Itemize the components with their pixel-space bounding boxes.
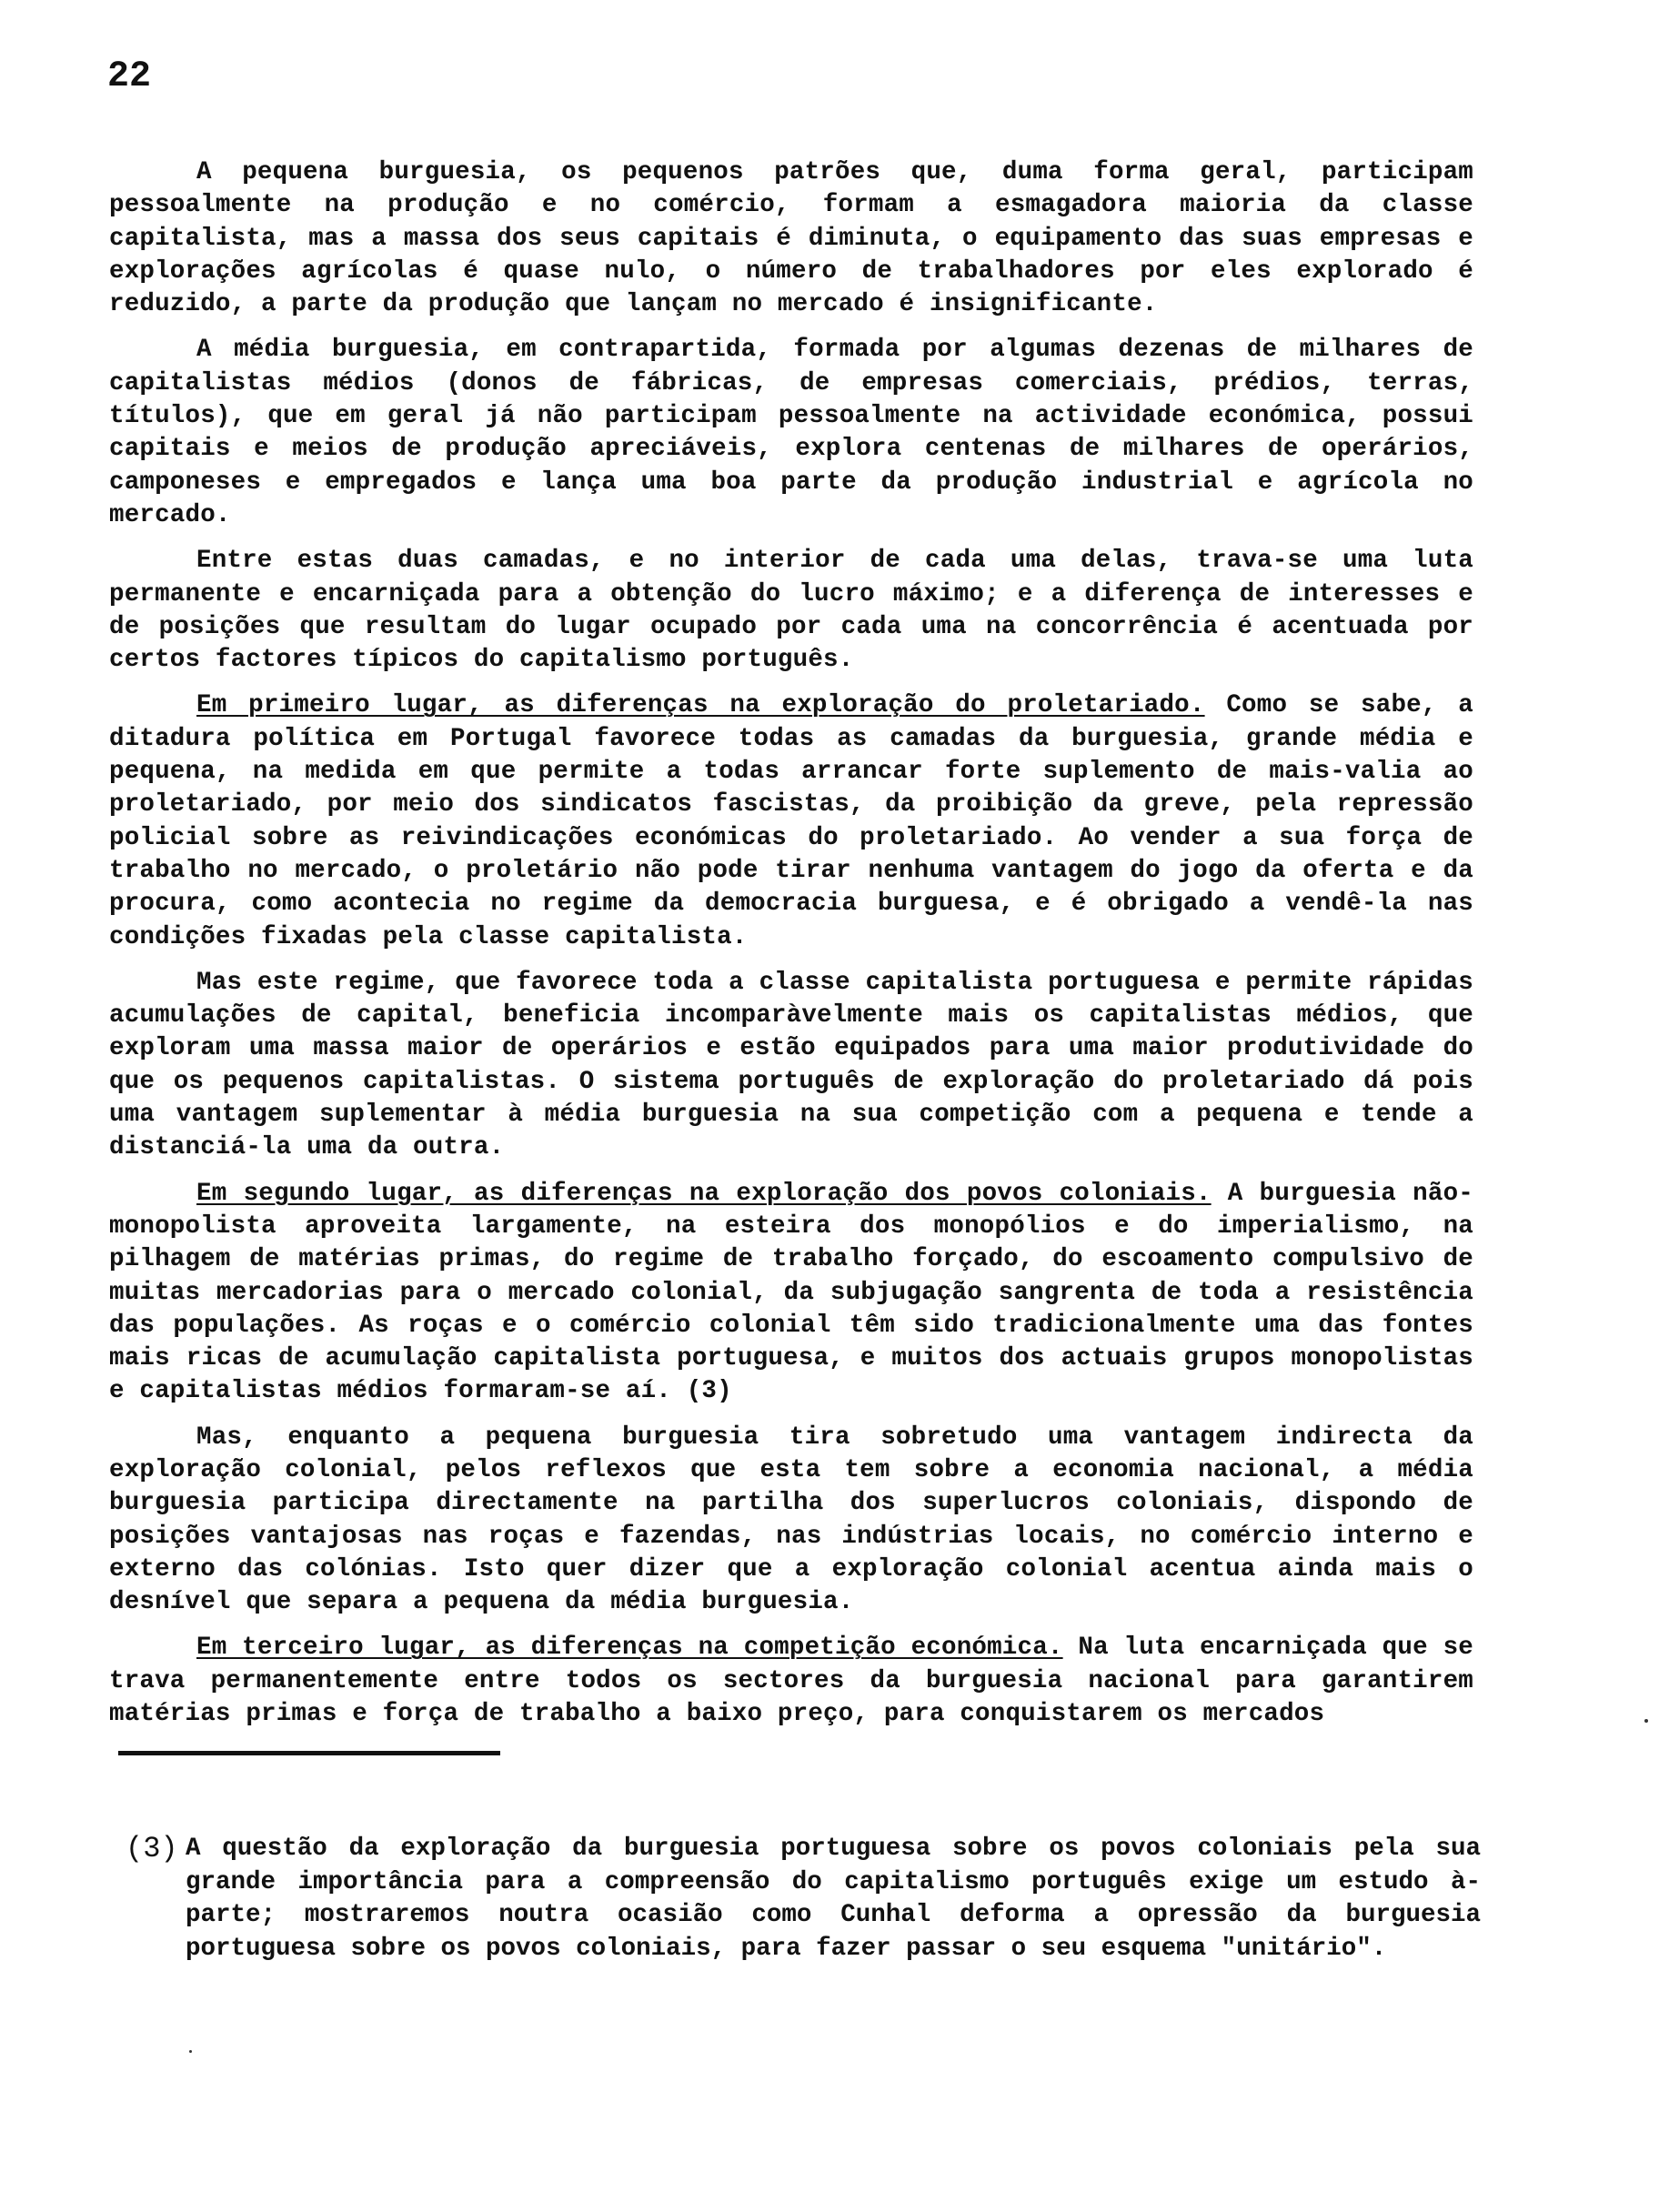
section-lead-segundo: Em segundo lugar, as diferenças na exploração dos povos coloniais. [196, 1179, 1212, 1208]
footnote-marker: (3) [126, 1832, 178, 1865]
paragraph-text: Entre estas duas camadas, e no interior de cada uma delas, trava-se uma luta permanente e encarniçada para a obtenção do lucro máximo; e a diferença de interesses e de posições que resultam do lugar ocupado por cada uma na concorrência é acentuada por certos factores típicos do capitalismo português. [109, 547, 1473, 675]
paragraph-media-burguesia [109, 334, 1473, 532]
paragraph-terceiro-lugar [109, 1632, 1473, 1731]
paragraph-exploracao-colonial [109, 1422, 1473, 1620]
main-text [109, 156, 1473, 1740]
paragraph-text: Na luta encarniçada que se trava permanentemente entre todos os sectores da burguesia nacional para garantirem matérias primas e força de trabalho a baixo preço, para conquistarem os mercados [109, 1634, 1473, 1729]
page-number: 22 [107, 56, 152, 97]
scan-speck [1644, 1719, 1648, 1723]
footnote-text: A questão da exploração da burguesia portuguesa sobre os povos coloniais pela sua grande importância para a compreensão do capitalismo português exige um estudo à-parte; mostraremos noutra ocasião como Cunhal deforma a opressão da burguesia portuguesa sobre os povos coloniais, para fazer passar o seu esquema "unitário". [186, 1835, 1481, 1963]
paragraph-text: Como se sabe, a ditadura política em Portugal favorece todas as camadas da burguesia, grande média e pequena, na medida em que permite a todas arrancar forte suplemento de mais-valia ao proletariado, por meio dos sindicatos fascistas, da proibição da greve, pela repressão policial sobre as reivindicações económicas do proletariado. Ao vender a sua força de trabalho no mercado, o proletário não pode tirar nenhuma vantagem do jogo da oferta e da procura, como acontecia no regime da democracia burguesa, e é obrigado a vendê-la nas condições fixadas pela classe capitalista. [109, 691, 1473, 951]
paragraph-text: Mas, enquanto a pequena burguesia tira sobretudo uma vantagem indirecta da exploração colonial, pelos reflexos que esta tem sobre a economia nacional, a média burguesia participa directamente na partilha dos superlucros coloniais, dispondo de posições vantajosas nas roças e fazendas, nas indústrias locais, no comércio interno e externo das colónias. Isto quer dizer que a exploração colonial acentua ainda mais o desnível que separa a pequena da média burguesia. [109, 1423, 1473, 1617]
paragraph-primeiro-lugar [109, 689, 1473, 953]
paragraph-pequena-burguesia [109, 156, 1473, 321]
paragraph-text: A burguesia não-monopolista aproveita largamente, na esteira dos monopólios e do imperialismo, na pilhagem de matérias primas, do regime de trabalho forçado, do escoamento compulsivo de muitas mercadorias para o mercado colonial, da subjugação sangrenta de toda a resistência das populações. As roças e o comércio colonial têm sido tradicionalmente uma das fontes mais ricas de acumulação capitalista portuguesa, e muitos dos actuais grupos monopolistas e capitalistas médios formaram-se aí. (3) [109, 1179, 1473, 1406]
footnote [126, 1833, 1481, 1966]
paragraph-text: A média burguesia, em contrapartida, formada por algumas dezenas de milhares de capitalistas médios (donos de fábricas, de empresas comerciais, prédios, terras, títulos), que em geral já não participam pessoalmente na actividade económica, possui capitais e meios de produção apreciáveis, explora centenas de milhares de operários, camponeses e empregados e lança uma boa parte da produção industrial e agrícola no mercado. [109, 336, 1473, 529]
scan-speck [189, 2050, 192, 2053]
paragraph-regime [109, 967, 1473, 1165]
footnote-separator [118, 1751, 500, 1755]
paragraph-text: A pequena burguesia, os pequenos patrões que, duma forma geral, participam pessoalmente na produção e no comércio, formam a esmagadora maioria da classe capitalista, mas a massa dos seus capitais é diminuta, o equipamento das suas empresas e explorações agrícolas é quase nulo, o número de trabalhadores por eles explorado é reduzido, a parte da produção que lançam no mercado é insignificante. [109, 158, 1473, 319]
paragraph-segundo-lugar [109, 1178, 1473, 1409]
paragraph-text: Mas este regime, que favorece toda a classe capitalista portuguesa e permite rápidas acumulações de capital, beneficia incomparàvelmente mais os capitalistas médios, que exploram uma massa maior de operários e estão equipados para uma maior produtividade do que os pequenos capitalistas. O sistema português de exploração do proletariado dá pois uma vantagem suplementar à média burguesia na sua competição com a pequena e tende a distanciá-la uma da outra. [109, 968, 1473, 1162]
paragraph-luta-camadas [109, 545, 1473, 677]
section-lead-terceiro: Em terceiro lugar, as diferenças na competição económica. [196, 1634, 1063, 1663]
section-lead-primeiro: Em primeiro lugar, as diferenças na exploração do proletariado. [196, 691, 1205, 720]
